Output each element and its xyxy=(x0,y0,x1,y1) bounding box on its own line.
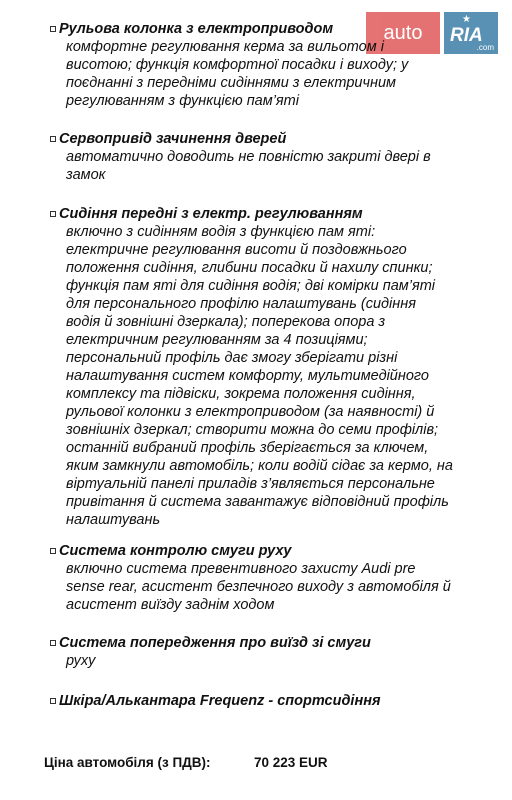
option-title: Шкіра/Алькантара Frequenz - спортсидіння xyxy=(59,693,381,709)
logo-auto-text: auto xyxy=(366,12,440,54)
option-door-closing xyxy=(50,130,492,184)
option-lane-departure xyxy=(50,634,492,670)
option-leather-seats xyxy=(50,692,492,710)
option-description: включно з сидінням водія з функцією пам яті: електричне регулювання висоти й поздовжнього положення сидіння, глибини посадки й нахилу спинки; функція пам яті для сидіння водія; дві комірки пам’яті для персонального профілю налаштувань (сидіння водія й зовнішні дзеркала); поперекова опора з електричним регулюванням за 4 позиціями; персональний профіль дає змогу зберігати різні налаштування систем комфорту, мультимедійного комплексу та підвіски, зокрема положення сидіння, рульової колонки з електроприводом (за наявності) й зовнішніх дзеркал; створити можна до семи профілів; останній вибраний профіль зберігається за ключем, яким замкнули автомобіль; коли водій сідає за кермо, на віртуальній панелі приладів з’являється персональне привітання й система завантажує відповідний профіль налаштувань xyxy=(66,224,453,528)
car-price xyxy=(44,754,328,772)
bullet-icon xyxy=(50,548,56,554)
bullet-icon xyxy=(50,136,56,142)
star-icon: ★ xyxy=(462,14,471,25)
logo-com-text: .com xyxy=(476,43,494,52)
option-title: Сидіння передні з електр. регулюванням xyxy=(59,206,363,222)
option-lane-control xyxy=(50,542,492,614)
option-description: включно система превентивного захисту Audi pre sense rear, асистент безпечного виходу з автомобіля й асистент виїзду заднім ходом xyxy=(66,561,451,613)
option-steering-column xyxy=(50,20,492,110)
logo-ria-text: RIA xyxy=(450,25,483,46)
option-title: Сервопривід зачинення дверей xyxy=(59,131,287,147)
bullet-icon xyxy=(50,211,56,217)
option-front-seats xyxy=(50,205,492,529)
bullet-icon xyxy=(50,698,56,704)
price-label: Ціна автомобіля (з ПДВ): xyxy=(44,755,211,770)
option-title: Система контролю смуги руху xyxy=(59,543,292,559)
bullet-icon xyxy=(50,640,56,646)
option-description: автоматично доводить не повністю закриті двері в замок xyxy=(66,149,431,183)
option-description: руху xyxy=(66,653,96,669)
bullet-icon xyxy=(50,26,56,32)
option-title: Система попередження про виїзд зі смуги xyxy=(59,635,371,651)
option-description: комфортне регулювання керма за вильотом і висотою; функція комфортної посадки і виходу; у поєднанні з передніми сидіннями з електричним регулюванням з функцією пам’яті xyxy=(66,39,409,109)
option-title: Рульова колонка з електроприводом xyxy=(59,21,334,37)
price-value: 70 223 EUR xyxy=(254,755,328,770)
